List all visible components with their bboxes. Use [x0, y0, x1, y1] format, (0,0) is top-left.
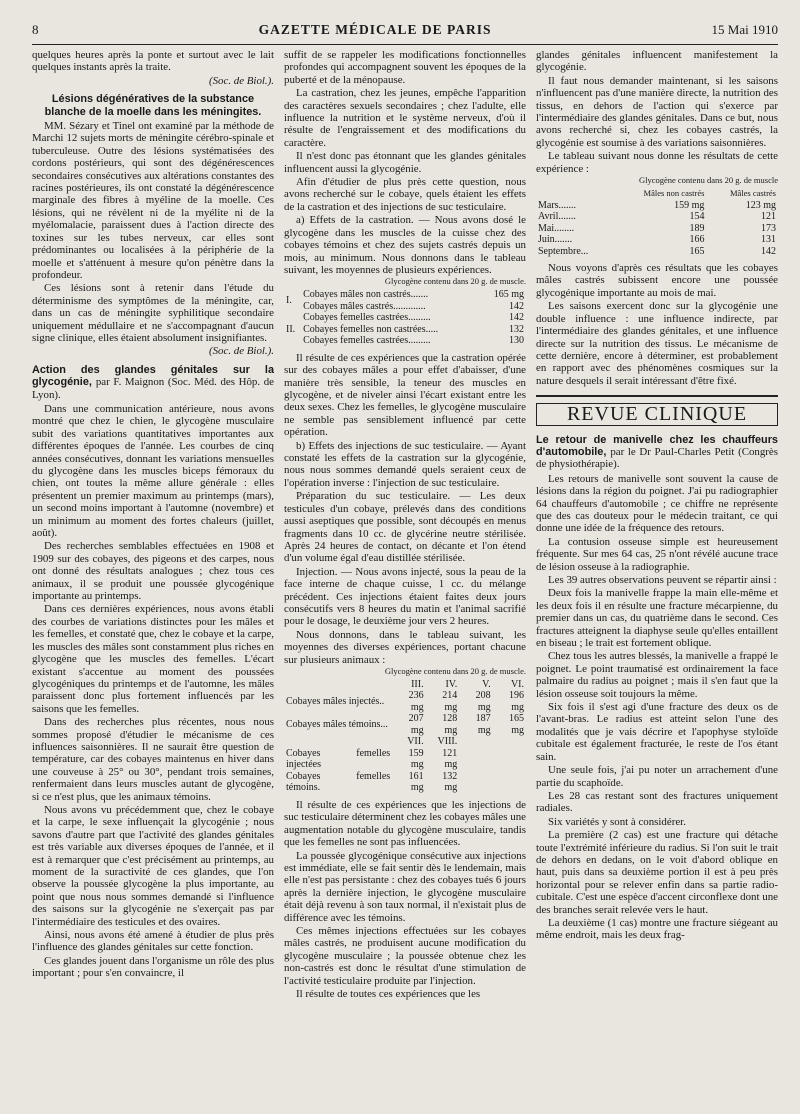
cell-value: 128 mg: [442, 713, 458, 736]
paragraph: Nous donnons, dans le tableau suivant, les moyennes des diverses expériences, portant chacune sur plusieurs animaux :: [284, 628, 526, 666]
paragraph: La contusion osseuse simple est heureusement fréquente. Sur mes 64 cas, 25 n'ont révélé aucune trace de lésion osseuse à la radiographie.: [536, 535, 778, 573]
table-row: [284, 301, 526, 313]
paragraph: Six variétés y sont à considérer.: [548, 815, 686, 828]
seasonal-table: [536, 188, 778, 257]
paragraph: Les retours de manivelle sont souvent la cause de lésions dans la région du poignet. J'ai pu radiographier 64 chauffeurs d'automobile ; ce chiffre ne représente que des cas douteux pour le médecin traitant, ce qui donne une idée de la fréquence des retours.: [536, 472, 778, 535]
article-author: par F. Maignon (Soc. Méd. des Hôp. de Lyon).: [32, 376, 274, 401]
cell-value: 165 mg: [509, 713, 524, 736]
table-header-row: [284, 679, 526, 691]
table-row: [536, 234, 778, 246]
row-label: Cobayes femelles castrées.........: [303, 312, 431, 324]
column-2: [284, 49, 526, 1114]
paragraph: Les 28 cas restant sont des fractures uniquement radiales.: [536, 789, 778, 815]
paragraph: Deux fois la manivelle frappe la main elle-même et les deux fois il en résulte une fracture mécarpienne, du premier dans un cas, du quatrième dans le second. Ces fractures atteignent la diaphyse seule qu'elles entaillent en biseau ; le trait est fortement oblique.: [536, 587, 778, 650]
article-heading: [32, 364, 274, 401]
row-value: 142: [509, 300, 524, 312]
cell-value: 187 mg: [475, 713, 491, 736]
paragraph: Nous voyons d'après ces résultats que les cobayes mâles castrés subissent encore une poussée glycogénique importante au mois de mai.: [536, 262, 778, 299]
row-label: Cobayes femelles castrées.........: [303, 335, 431, 347]
table-row: [284, 324, 526, 336]
column-3: [536, 49, 778, 1114]
paragraph: Dans une communication antérieure, nous avons montré que chez le chien, le glycogène musculaire subit des variations quantitatives importantes aux différentes époques de l'année. Les courbes de cinq années consécutives, donnant les variations mensuelles du glycogène dans les muscles biceps fémoraux du chien, ont toutes la même allure générale : elles présentent un premier maximum au printemps (mars), un second moins important à l'automne (novembre) et un minimum au moment des fortes chaleurs (juillet, août).: [32, 402, 274, 540]
paragraph: MM. Sézary et Tinel ont examiné par la méthode de Marchi 12 sujets morts de méningite cérébro-spinale et tuberculeuse. Outre des lésions systématisées des cordons postérieurs, qui sont des dégénérescences secondaires consécutives aux altérations constantes des racines postérieures, ils ont constaté la dégénérescence marginale des fibres à myéline de la moelle. Ces lésions, qui ne révèlent ni de la myélite ni de la myélomalacie, paraissent dues à l'action directe des toxines sur les tubes nerveux, car elles sont prédominantes ou localisées à la périphérie de la moelle et s'atténuent à mesure qu'on pénètre dans la profondeur.: [32, 120, 274, 281]
row-value: 130: [509, 335, 524, 347]
row-label: Cobayes mâles injectés..: [286, 696, 385, 708]
row-label: Juin.......: [538, 234, 573, 246]
paragraph: Chez tous les autres blessés, la manivelle a frappé le poignet. Le point traumatisé est ordinairement la face palmaire du radius au poignet ; mais il s'en faut que la lésion osseuse soit toujours la même.: [536, 650, 778, 700]
paragraph: Il faut nous demander maintenant, si les saisons n'influencent pas d'une manière directe, la nutrition des tissus, en dehors de l'action qui s'exerce par l'intermédiaire des glandes génitales. Dans ce but, nous avons recherché si, chez les cobayes castrés, la glycogénie est soumise à des variations saisonnières.: [536, 74, 778, 149]
paragraph: Il n'est donc pas étonnant que les glandes génitales influencent aussi la glycogénie.: [284, 150, 526, 175]
table-header-row: [284, 736, 526, 748]
paragraph: La poussée glycogénique consécutive aux injections est immédiate, elle se fait sentir dès le lendemain, mais elle n'est pas persistante : chez des cobayes tués 6 jours après la dernière injection, le glycogène musculaire était déjà revenu à son taux normal, il n'existait plus de différence avec les témoins.: [284, 849, 526, 924]
cell-value: 196 mg: [509, 690, 524, 713]
table-caption: Glycogène contenu dans 20 g. de muscle.: [384, 276, 526, 287]
cell-value: 166: [689, 234, 705, 246]
table-row: [284, 289, 526, 301]
paragraph: Il résulte de ces expériences que les injections de suc testiculaire déterminent chez les cobayes mâles une augmentation notable du glycogène musculaire, tandis que les femelles ne sont pas influencées.: [284, 798, 526, 849]
cell-value: 159 mg: [674, 199, 705, 211]
page-number: 8: [32, 22, 39, 37]
table-row: [536, 246, 778, 258]
table-row: [284, 713, 526, 736]
row-label: Cobayes mâles castrés.............: [303, 300, 426, 312]
paragraph: Dans des recherches plus récentes, nous nous sommes proposé d'étudier le mécanisme de ces influences saisonnières. Il ne saurait être question de température, car des cobayes maintenus en hiver dans une couveuse à 25° ou 30°, pendant trois semaines, renfermaient dans leurs muscles autant de glycogène, si ce n'est plus, que les animaux témoins.: [32, 716, 274, 803]
group-label: I.: [286, 295, 292, 307]
cell-value: 165: [689, 245, 705, 257]
article-heading: Lésions dégénératives de la substance blanche de la moelle dans les méningites.: [44, 93, 262, 118]
paragraph: La deuxième (1 cas) montre une fracture siégeant au même endroit, mais les deux frag-: [536, 916, 778, 942]
cell-value: 132 mg: [442, 770, 458, 794]
paragraph: a) Effets de la castration. — Nous avons dosé le glycogène dans les muscles de la cuisse chez des cobayes témoins et chez des sujets castrés depuis un mois, au minimum. Nous donnons dans le tableau suivant, les moyennes de plusieurs expériences.: [284, 214, 526, 276]
cell-value: 121: [761, 211, 776, 223]
table-row: [284, 771, 526, 794]
cell-value: 208 mg: [475, 690, 491, 713]
row-label: Cobayes femelles injectées: [286, 747, 391, 771]
column-header: VI.: [510, 678, 524, 690]
cell-value: 121 mg: [442, 747, 458, 771]
section-divider: [536, 395, 778, 397]
cell-value: 207 mg: [408, 713, 424, 736]
paragraph: Ainsi, nous avons été amené à étudier de plus près l'influence des glandes génitales sur cette fonction.: [32, 929, 274, 954]
paragraph: Dans ces dernières expériences, nous avons établi des courbes de variations distinctes pour les mâles et les femelles, et constaté que, chez le cobaye et la carpe, les muscles des mâles sont constamment plus riches en glycogène que les muscles des femelles. L'écart existant s'accentue au moment des poussées glycogéniques du printemps et de l'automne, les mâles paraissent donc plus fortement influencés par les saisons que les femelles.: [32, 603, 274, 715]
paragraph: Les 39 autres observations peuvent se répartir ainsi :: [548, 574, 777, 586]
column-header: VII.: [407, 736, 424, 748]
paragraph: Il résulte de toutes ces expériences que les: [296, 988, 481, 1001]
paragraph: La castration, chez les jeunes, empêche l'apparition des caractères sexuels secondaires ; chez l'adulte, elle influence la nutrition et le système nerveux, d'où il résulte de l'engraissement et des modifications du caractère.: [284, 87, 526, 149]
paragraph: b) Effets des injections de suc testiculaire. — Ayant constaté les effets de la castration sur la glycogénie, nous nous sommes demandé quels seraient ceux de l'opération inverse : l'injection de suc testiculaire.: [284, 439, 526, 489]
paragraph: Le tableau suivant nous donne les résultats de cette expérience :: [536, 150, 778, 175]
group-label: II.: [286, 323, 296, 335]
article-heading-title: Le retour de manivelle chez les chauffeurs d'automobile,: [536, 433, 778, 458]
paragraph: Il résulte de ces expériences que la castration opérée sur des cobayes mâles a pour effet d'abaisser, d'une manière très sensible, la teneur des muscles en glycogène, et de niveler ainsi l'écart existant entre les deux sexes. Chez les femelles, le glycogène musculaire ne semble pas sensiblement influencé par cette opération.: [284, 351, 526, 439]
table-caption: Glycogène contenu dans 20 g. de muscle: [638, 175, 778, 186]
injection-table: [284, 679, 526, 794]
paragraph: Les saisons exercent donc sur la glycogénie une double influence : une influence indirecte, par l'intermédiaire des glandes génitales, et une influence directe sur la nutrition des tissus. Le mécanisme de cette dernière, encore à déterminer, est probablement en rapport avec des phénomènes cosmiques sur la nature desquels il serait intéressant d'être fixé.: [536, 300, 778, 387]
table-row: [536, 200, 778, 212]
row-label: Septembre...: [538, 245, 589, 257]
article-author: par le Dr Paul-Charles Petit (Congrès de physiothérapie).: [536, 445, 778, 471]
article-heading: [536, 434, 778, 471]
paragraph: Une seule fois, j'ai pu noter un arrachement d'une partie du scaphoïde.: [536, 764, 778, 789]
columns: [32, 49, 778, 1114]
column-header: IV.: [445, 678, 458, 690]
paragraph: Afin d'étudier de plus près cette question, nous avons recherché sur le cobaye, quels étaient les effets de la castration et des injections de suc testiculaire.: [284, 176, 526, 213]
paragraph: Injection. — Nous avons injecté, sous la peau de la face interne de chaque cuisse, 1 cc. du mélange précédent. Ces injections étaient faites deux jours consécutifs vers 8 heures du matin et l'animal sacrifié pour le dosage, le deuxième jour vers 2 heures.: [284, 565, 526, 628]
row-label: Mars.......: [538, 199, 577, 211]
column-header: V.: [482, 678, 491, 690]
table-row: [536, 223, 778, 235]
cell-value: 189: [689, 222, 705, 234]
source-citation: (Soc. de Biol.).: [208, 345, 274, 358]
paragraph: Ces lésions sont à retenir dans l'étude du déterminisme des symptômes de la méningite, car, dans un cas de méningite syphilitique secondaire uniquement médullaire et ne s'accompagnant d'aucun signe clinique, elles étaient absolument insignifiantes.: [32, 282, 274, 344]
column-header: III.: [411, 678, 424, 690]
row-label: Mai........: [538, 222, 575, 234]
row-label: Cobayes femelles témoins.: [286, 770, 391, 794]
cell-value: 214 mg: [442, 690, 458, 713]
source-citation: (Soc. de Biol.).: [208, 74, 274, 87]
table-header-row: [536, 188, 778, 200]
table-caption: Glycogène contenu dans 20 g. de muscle.: [384, 665, 526, 676]
article-heading-title: Action des glandes génitales sur la glycogénie,: [32, 363, 274, 389]
table-row: [284, 690, 526, 713]
issue-date: 15 Mai 1910: [711, 22, 778, 37]
row-label: Avril.......: [538, 211, 576, 223]
row-label: Cobayes mâles témoins...: [286, 719, 388, 731]
paragraph: quelques heures après la ponte et surtout avec le lait quelques instants après la traite.: [32, 49, 274, 74]
table-row: [536, 211, 778, 223]
paragraph: La première (2 cas) est une fracture qui détache toute l'extrémité inférieure du radius. Si l'on suit le trait de dehors en dedans, on le voit d'abord oblique en haut, puis dans sa deuxième portion il est à peu près horizontal pour se relever enfin dans sa partie radio-cubitale. C'est une espèce d'accent circonflexe dont une des branches serait relevée vers le haut.: [536, 829, 778, 916]
cell-value: 142: [761, 245, 776, 257]
paragraph: Nous avons vu précédemment que, chez le cobaye et la carpe, le sexe influençait la glycogénie ; nous savons d'autre part que l'activité des glandes génitales est très variable aux diverses époques de l'année, et il est à remarquer que c'est précisément au printemps, au moment de la suractivité de ces glandes, que l'on observe la poussée glycogène la plus importante, au point que nous nous sommes demandé si l'influence des saisons sur la glycogénie ne s'exerçait pas par l'intermédiaire des testicules et des ovaires.: [32, 803, 274, 928]
table-row: [284, 748, 526, 771]
row-value: 165 mg: [493, 289, 524, 301]
paragraph: glandes génitales influencent manifestement la glycogénie.: [536, 49, 778, 74]
column-header: Mâles non castrés: [643, 188, 705, 199]
paragraph: Ces mêmes injections effectuées sur les cobayes mâles castrés, ne produisent aucune modification du glycogène musculaire ; la poussée obtenue chez les non-castrés est donc le résultat d'une stimulation de l'activité testiculaire produite par l'injection.: [284, 925, 526, 987]
paragraph: Des recherches semblables effectuées en 1908 et 1909 sur des cobayes, des pigeons et des carpes, nous ont donné des résultats analogues ; chez tous ces animaux, il se produit une poussée glycogénique importante au printemps.: [32, 540, 274, 603]
castration-table: [284, 289, 526, 347]
paragraph: Six fois il s'est agi d'une fracture des deux os de l'avant-bras. Le radius est atteint selon l'une des modalités que je vais décrire et l'apophyse styloïde cubitale est également fracturée, le reste de l'os étant sain.: [536, 701, 778, 763]
cell-value: 159 mg: [408, 747, 424, 771]
cell-value: 161 mg: [408, 770, 424, 794]
cell-value: 154: [689, 211, 705, 223]
paragraph: suffit de se rappeler les modifications fonctionnelles profondes qui accompagnent souvent les époques de la puberté et de la ménopause.: [284, 49, 526, 86]
row-value: 142: [509, 312, 524, 324]
section-title: REVUE CLINIQUE: [536, 403, 778, 425]
page-header: [32, 22, 778, 45]
column-1: [32, 49, 274, 1114]
journal-title: GAZETTE MÉDICALE DE PARIS: [258, 22, 492, 37]
cell-value: 123 mg: [745, 199, 776, 211]
column-header: VIII.: [437, 736, 458, 748]
paragraph: Ces glandes jouent dans l'organisme un rôle des plus important ; pour s'en convaincre, il: [32, 954, 274, 980]
paragraph: Préparation du suc testiculaire. — Les deux testicules d'un cobaye, prélevés dans des conditions aussi aseptiques que possible, sont découpés en menus fragments dans 10 cc. de glycérine neutre stérilisée. Après 24 heures de contact, on décante et l'on étend d'un volume égal d'eau distillée stérilisée.: [284, 490, 526, 565]
row-value: 132: [509, 323, 524, 335]
cell-value: 131: [761, 234, 776, 246]
cell-value: 236 mg: [408, 690, 424, 713]
row-label: Cobayes femelles non castrées.....: [303, 323, 439, 335]
table-row: [284, 312, 526, 324]
column-header: Mâles castrés: [729, 188, 776, 199]
cell-value: 173: [761, 222, 776, 234]
table-row: [284, 335, 526, 347]
row-label: Cobayes mâles non castrés.......: [303, 289, 429, 301]
